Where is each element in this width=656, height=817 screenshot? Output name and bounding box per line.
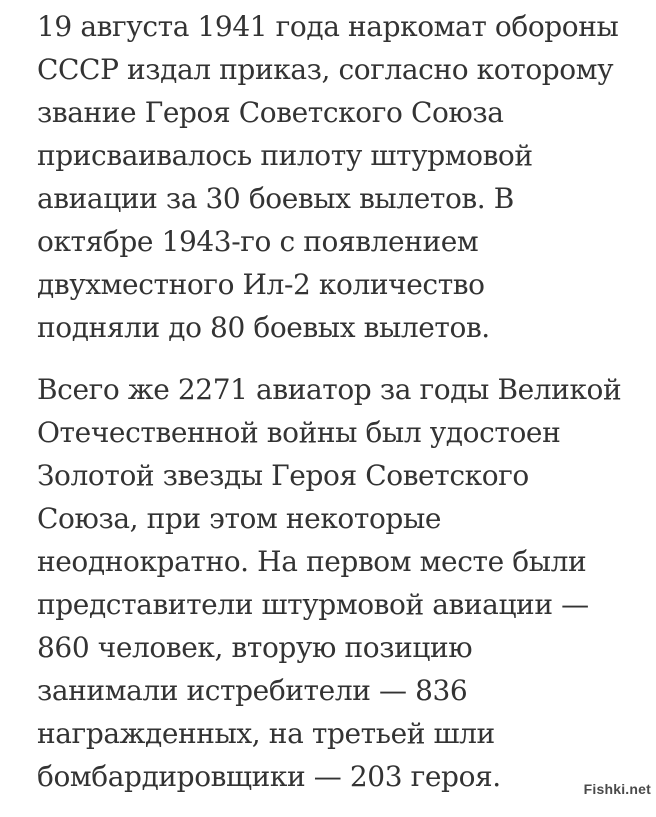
- text-line: Всего же 2271 авиатор за годы Великой: [37, 373, 622, 406]
- text-line: подняли до 80 боевых вылетов.: [37, 311, 490, 344]
- text-line: представители штурмовой авиации —: [37, 588, 589, 621]
- text-line: авиации за 30 боевых вылетов. В: [37, 182, 514, 215]
- text-line: 860 человек, вторую позицию: [37, 631, 473, 664]
- text-line: двухместного Ил-2 количество: [37, 268, 485, 301]
- text-line: Отечественной войны был удостоен: [37, 416, 561, 449]
- text-line: октябре 1943-го с появлением: [37, 225, 479, 258]
- text-line: занимали истребители — 836: [37, 674, 468, 707]
- text-line: неоднократно. На первом месте были: [37, 545, 587, 578]
- paragraph-1: [37, 5, 646, 349]
- text-line: Союза, при этом некоторые: [37, 502, 441, 535]
- article-text-block: [37, 5, 646, 817]
- text-line: награжденных, на третьей шли: [37, 717, 495, 750]
- text-line: 19 августа 1941 года наркомат обороны: [37, 10, 619, 43]
- text-line: звание Героя Советского Союза: [37, 96, 504, 129]
- text-line: присваивалось пилоту штурмовой: [37, 139, 533, 172]
- text-line: Золотой звезды Героя Советского: [37, 459, 529, 492]
- paragraph-2: [37, 368, 646, 798]
- fishki-net-watermark: Fishki.net: [583, 781, 651, 797]
- text-line: бомбардировщики — 203 героя.: [37, 760, 501, 793]
- text-line: СССР издал приказ, согласно которому: [37, 53, 614, 86]
